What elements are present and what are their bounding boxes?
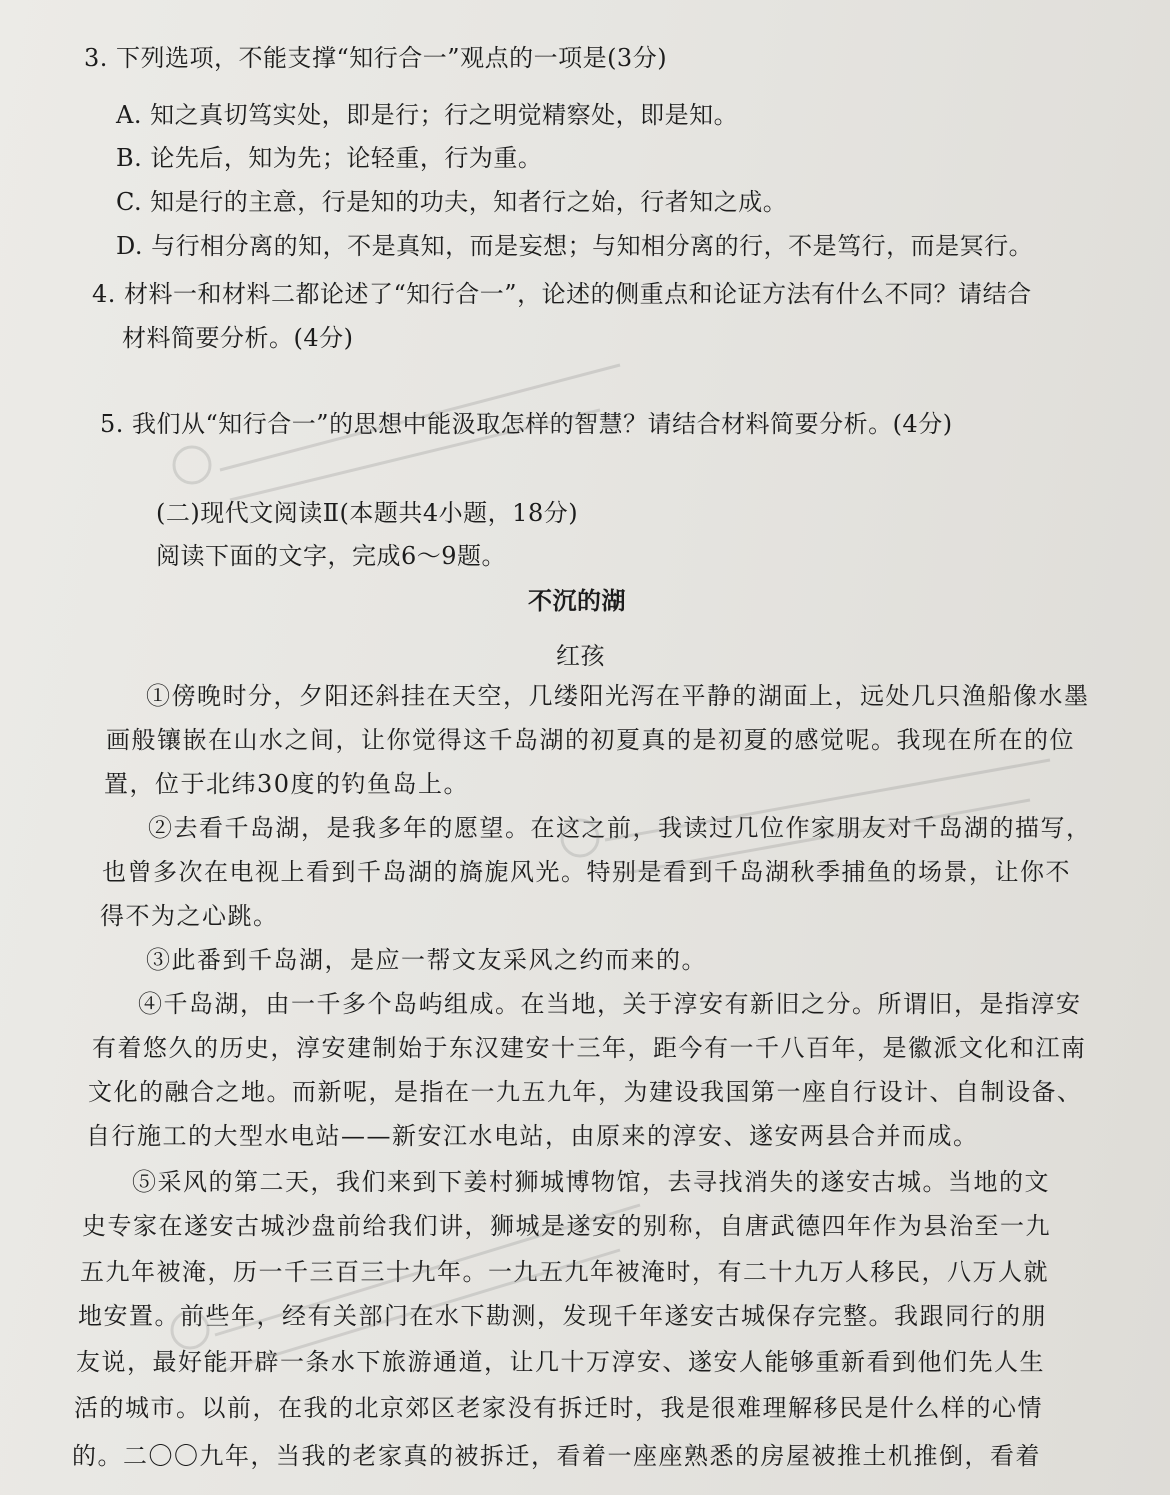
article-line: ④千岛湖，由一千多个岛屿组成。在当地，关于淳安有新旧之分。所谓旧，是指淳安 (138, 990, 1082, 1018)
article-line: 有着悠久的历史，淳安建制始于东汉建安十三年，距今有一千八百年，是徽派文化和江南 (92, 1034, 1087, 1062)
question-5-line-1: 5. 我们从“知行合一”的思想中能汲取怎样的智慧？请结合材料简要分析。(4分) (100, 410, 953, 438)
article-line: 也曾多次在电视上看到千岛湖的旖旎风光。特别是看到千岛湖秋季捕鱼的场景，让你不 (102, 858, 1071, 886)
article-line: ①傍晚时分，夕阳还斜挂在天空，几缕阳光泻在平静的湖面上，远处几只渔船像水墨 (146, 682, 1090, 710)
article-line: 的。二〇〇九年，当我的老家真的被拆迁，看着一座座熟悉的房屋被推土机推倒，看着 (72, 1442, 1041, 1470)
article-line: 置，位于北纬30度的钓鱼岛上。 (104, 770, 470, 798)
section-instruction: 阅读下面的文字，完成6～9题。 (156, 542, 507, 570)
article-author: 红孩 (556, 642, 605, 670)
article-line: 活的城市。以前，在我的北京郊区老家没有拆迁时，我是很难理解移民是什么样的心情 (74, 1394, 1043, 1422)
article-title: 不沉的湖 (528, 586, 626, 615)
article-line: 自行施工的大型水电站——新安江水电站，由原来的淳安、遂安两县合并而成。 (86, 1122, 979, 1150)
question-3-option-c: C. 知是行的主意，行是知的功夫，知者行之始，行者知之成。 (116, 188, 788, 216)
question-3-option-d: D. 与行相分离的知，不是真知，而是妄想；与知相分离的行，不是笃行，而是冥行。 (116, 232, 1034, 260)
section-heading: (二)现代文阅读Ⅱ(本题共4小题，18分) (156, 499, 579, 527)
article-line: 友说，最好能开辟一条水下旅游通道，让几十万淳安、遂安人能够重新看到他们先人生 (76, 1348, 1045, 1376)
article-line: 文化的融合之地。而新呢，是指在一九五九年，为建设我国第一座自行设计、自制设备、 (88, 1078, 1083, 1106)
article-line: 得不为之心跳。 (100, 902, 279, 930)
question-4-line-1: 4. 材料一和材料二都论述了“知行合一”，论述的侧重点和论证方法有什么不同？请结合 (92, 280, 1032, 308)
question-4-line-2: 材料简要分析。(4分) (122, 324, 354, 352)
article-line: ③此番到千岛湖，是应一帮文友采风之约而来的。 (146, 946, 707, 974)
article-line: 画般镶嵌在山水之间，让你觉得这千岛湖的初夏真的是初夏的感觉呢。我现在所在的位 (106, 726, 1075, 754)
article-line: 地安置。前些年，经有关部门在水下勘测，发现千年遂安古城保存完整。我跟同行的朋 (78, 1302, 1047, 1330)
question-3-option-b: B. 论先后，知为先；论轻重，行为重。 (116, 144, 543, 172)
question-3-option-a: A. 知之真切笃实处，即是行；行之明觉精察处，即是知。 (116, 101, 739, 129)
article-line: ⑤采风的第二天，我们来到下姜村狮城博物馆，去寻找消失的遂安古城。当地的文 (132, 1168, 1050, 1196)
article-line: 史专家在遂安古城沙盘前给我们讲，狮城是遂安的别称，自唐武德四年作为县治至一九 (82, 1212, 1051, 1240)
question-3-stem: 3. 下列选项，不能支撑“知行合一”观点的一项是(3分) (84, 44, 668, 72)
article-line: 五九年被淹，历一千三百三十九年。一九五九年被淹时，有二十九万人移民，八万人就 (80, 1258, 1049, 1286)
article-line: ②去看千岛湖，是我多年的愿望。在这之前，我读过几位作家朋友对千岛湖的描写， (148, 814, 1092, 842)
